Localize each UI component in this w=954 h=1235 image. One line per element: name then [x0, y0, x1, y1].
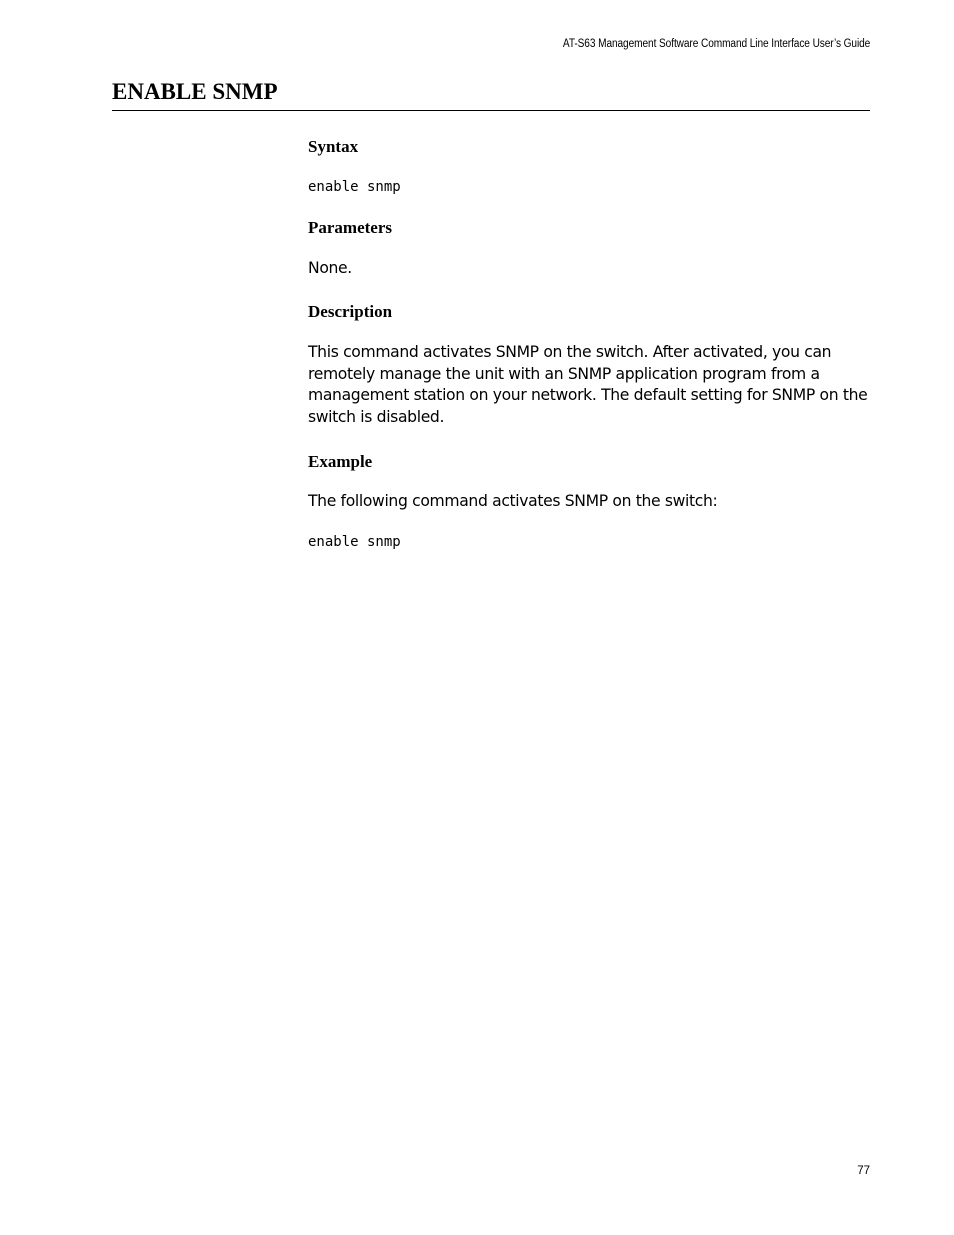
description-heading: Description: [308, 302, 393, 321]
example-code: enable snmp: [308, 534, 401, 550]
example-text: The following command activates SNMP on the switch:: [308, 492, 718, 510]
example-heading: Example: [308, 452, 373, 471]
title-divider: [112, 110, 870, 111]
syntax-code: enable snmp: [308, 179, 401, 195]
page-number: 77: [857, 1165, 870, 1177]
parameters-heading: Parameters: [308, 218, 393, 237]
parameters-text: None.: [308, 259, 352, 277]
page-title: ENABLE SNMP: [112, 79, 278, 104]
running-header: AT-S63 Management Software Command Line Interface User’s Guide: [562, 38, 870, 50]
syntax-heading: Syntax: [308, 137, 359, 156]
description-text: This command activates SNMP on the switch. After activated, you can remotely manage the unit with an SNMP application program from a management station on your network. The default setting for SNMP on the switch is disabled.: [308, 343, 868, 426]
